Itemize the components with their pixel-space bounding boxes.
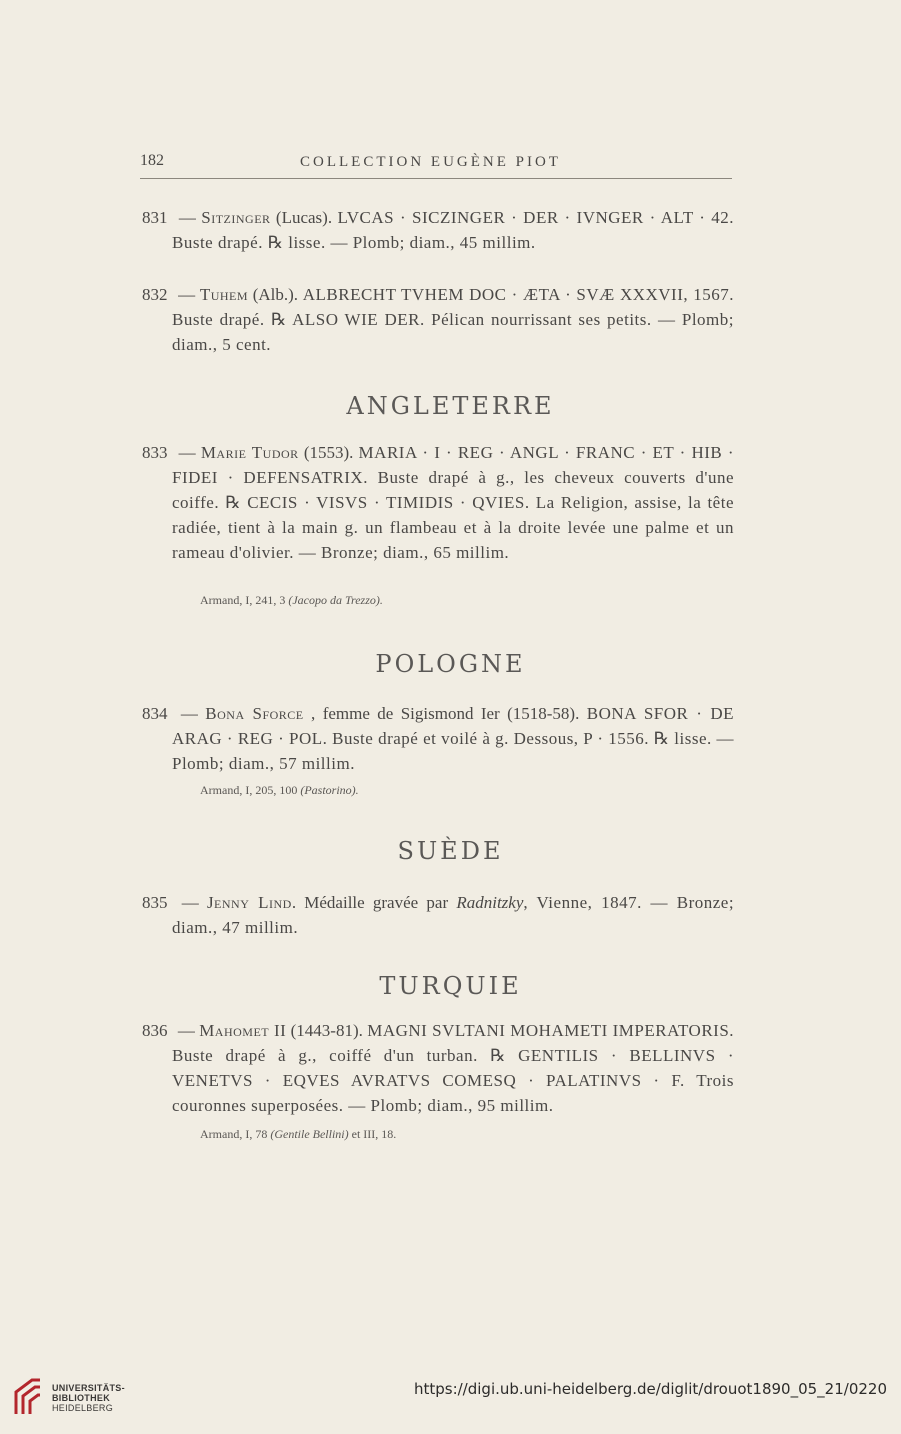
entry-text: MARIA · I · REG · ANGL · FRANC · ET · HIB · FIDEI · DEFENSATRIX. Buste drapé à g., les cheveux couverts d'une coiffe. ℞ CECIS · VISVS · TIMIDIS · QVIES. La Religion, assise, la tête radiée, tient à la main g. un flambeau et à la droite levée une palme et un rameau d'olivier. — Bronze; diam., 65 millim. [172, 443, 735, 562]
reference-artist: (Jacopo da Trezzo). [288, 593, 383, 607]
entry-text: ALBRECHT TVHEM DOC · ÆTA · SVÆ XXXVII, 1567. Buste drapé. ℞ ALSO WIE DER. Pélican nourrissant ses petits. — Plomb; diam., 5 cent. [172, 285, 735, 354]
entry-number: 835 [142, 893, 168, 912]
entry-dash: — [181, 893, 199, 912]
entry-dash: — [178, 443, 196, 462]
entry-text: MAGNI SVLTANI MOHAMETI IMPERATORIS. Buste drapé à g., coiffé d'un turban. ℞ GENTILIS · BELLINVS · VENETVS · EQVES AVRATVS COMESQ · PALATINVS · F. Trois couronnes superposées. — Plomb; diam., 95 millim. [172, 1021, 735, 1115]
entry-dash: — [177, 1021, 195, 1040]
catalogue-entry-835 [142, 890, 734, 940]
entry-text: BONA SFOR · DE ARAG · REG · POL. Buste drapé et voilé à g. Dessous, P · 1556. ℞ lisse. — Plomb; diam., 57 millim. [172, 704, 735, 773]
library-name [52, 1383, 125, 1413]
library-name-line2: BIBLIOTHEK [52, 1393, 110, 1403]
entry-qualifier: , femme de Sigismond Ier (1518-58). [311, 704, 580, 723]
section-heading-turquie: TURQUIE [379, 972, 522, 1000]
entry-dash: — [178, 208, 196, 227]
entry-dash: — [178, 285, 196, 304]
catalogue-entry-833 [142, 440, 734, 565]
entry-name: Bona Sforce [205, 704, 304, 723]
reference-text: Armand, I, 241, 3 [200, 593, 286, 607]
entry-number: 831 [142, 208, 168, 227]
entry-name: Mahomet II [199, 1021, 287, 1040]
entry-name: Marie Tudor [200, 443, 299, 462]
section-heading-pologne: POLOGNE [375, 650, 526, 678]
entry-engraver: Radnitzky [456, 893, 524, 912]
entry-number: 834 [142, 704, 168, 723]
catalogue-entry-832 [142, 282, 734, 357]
reference-834 [200, 782, 359, 798]
entry-number: 836 [142, 1021, 168, 1040]
page-header [140, 152, 732, 179]
reference-artist: (Pastorino). [300, 783, 359, 797]
section-heading-angleterre: ANGLETERRE [346, 392, 555, 420]
library-name-line3: HEIDELBERG [52, 1403, 114, 1413]
catalogue-entry-834 [142, 701, 734, 776]
section-heading-suede: SUÈDE [397, 837, 504, 865]
entry-text: , Vienne, 1847. — Bronze; diam., 47 millim. [172, 893, 735, 937]
entry-qualifier: (1443-81). [290, 1021, 363, 1040]
entry-number: 833 [142, 443, 168, 462]
page-number: 182 [140, 152, 164, 169]
university-library-logo-icon [10, 1376, 46, 1416]
entry-name: Sitzinger [201, 208, 271, 227]
entry-name: Tuhem [199, 285, 249, 304]
entry-number: 832 [142, 285, 168, 304]
reference-text: Armand, I, 205, 100 [200, 783, 298, 797]
library-name-line1: UNIVERSITÄTS- [52, 1383, 125, 1393]
entry-text: LVCAS · SICZINGER · DER · IVNGER · ALT · 42. Buste drapé. ℞ lisse. — Plomb; diam., 45 millim. [172, 208, 735, 252]
running-title: COLLECTION EUGÈNE PIOT [300, 154, 561, 170]
catalogue-entry-831 [142, 205, 734, 255]
entry-qualifier: . Médaille gravée par [291, 893, 449, 912]
entry-qualifier: (1553). [303, 443, 354, 462]
entry-dash: — [180, 704, 198, 723]
reference-text: Armand, I, 78 [200, 1127, 268, 1141]
reference-836 [200, 1126, 396, 1142]
permalink-url[interactable]: https://digi.ub.uni-heidelberg.de/diglit/drouot1890_05_21/0220 [413, 1380, 887, 1398]
reference-suffix: et III, 18. [351, 1127, 397, 1141]
viewer-footer [0, 1372, 901, 1434]
catalogue-entry-836 [142, 1018, 734, 1118]
entry-qualifier: (Alb.). [252, 285, 299, 304]
reference-artist: (Gentile Bellini) [270, 1127, 349, 1141]
reference-833 [200, 592, 383, 608]
entry-qualifier: (Lucas). [275, 208, 333, 227]
entry-name: Jenny Lind [206, 893, 292, 912]
